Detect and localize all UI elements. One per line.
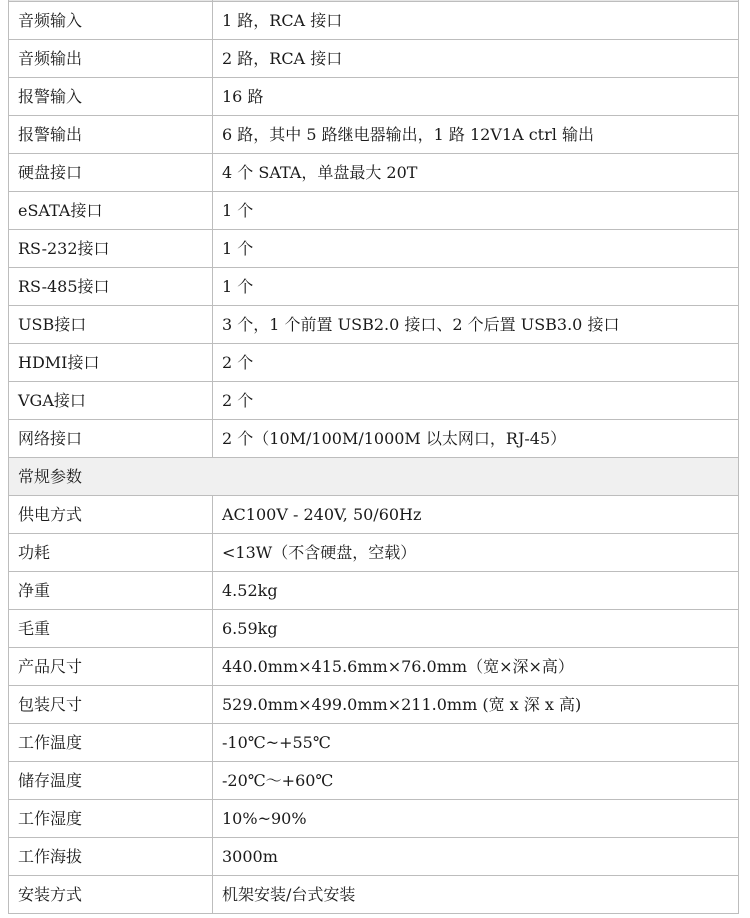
spec-label: 净重	[9, 572, 213, 610]
spec-value: 6 路，其中 5 路继电器输出，1 路 12V1A ctrl 输出	[213, 116, 739, 154]
spec-value: 机架安装/台式安装	[213, 876, 739, 914]
spec-value: -20℃～+60℃	[213, 762, 739, 800]
table-row	[9, 192, 739, 230]
spec-label: 功耗	[9, 534, 213, 572]
spec-label: HDMI接口	[9, 344, 213, 382]
table-row	[9, 534, 739, 572]
spec-label: RS-232接口	[9, 230, 213, 268]
spec-label: 报警输入	[9, 78, 213, 116]
spec-value: AC100V - 240V, 50/60Hz	[213, 496, 739, 534]
spec-label: 报警输出	[9, 116, 213, 154]
spec-label: 音频输入	[9, 2, 213, 40]
table-row	[9, 648, 739, 686]
table-row	[9, 610, 739, 648]
section-title: 常规参数	[9, 458, 739, 496]
table-row	[9, 876, 739, 914]
spec-value: 10%~90%	[213, 800, 739, 838]
table-row	[9, 686, 739, 724]
spec-value: 2 个	[213, 344, 739, 382]
table-row	[9, 116, 739, 154]
table-row	[9, 154, 739, 192]
spec-value: 3000m	[213, 838, 739, 876]
table-row	[9, 382, 739, 420]
spec-label: 工作湿度	[9, 800, 213, 838]
spec-label: USB接口	[9, 306, 213, 344]
spec-table	[8, 0, 739, 914]
spec-value: 2 路，RCA 接口	[213, 40, 739, 78]
spec-label: 毛重	[9, 610, 213, 648]
spec-value: 1 个	[213, 230, 739, 268]
spec-value: 440.0mm×415.6mm×76.0mm（宽×深×高）	[213, 648, 739, 686]
spec-label: 网络接口	[9, 420, 213, 458]
spec-value: 1 个	[213, 192, 739, 230]
spec-label: 音频输出	[9, 40, 213, 78]
table-row	[9, 344, 739, 382]
spec-label: 硬盘接口	[9, 154, 213, 192]
spec-value: 529.0mm×499.0mm×211.0mm (宽 x 深 x 高)	[213, 686, 739, 724]
spec-label: 产品尺寸	[9, 648, 213, 686]
spec-label: 工作海拔	[9, 838, 213, 876]
table-row	[9, 572, 739, 610]
table-row	[9, 762, 739, 800]
spec-label: eSATA接口	[9, 192, 213, 230]
table-row	[9, 230, 739, 268]
spec-label: 工作温度	[9, 724, 213, 762]
spec-label: 包装尺寸	[9, 686, 213, 724]
table-row	[9, 724, 739, 762]
spec-label: 供电方式	[9, 496, 213, 534]
spec-value: 2 个（10M/100M/1000M 以太网口，RJ-45）	[213, 420, 739, 458]
spec-value: 6.59kg	[213, 610, 739, 648]
table-row	[9, 2, 739, 40]
spec-value: 3 个，1 个前置 USB2.0 接口、2 个后置 USB3.0 接口	[213, 306, 739, 344]
section-header-general	[9, 458, 739, 496]
spec-value: 1 路，RCA 接口	[213, 2, 739, 40]
spec-value: 4.52kg	[213, 572, 739, 610]
spec-label: VGA接口	[9, 382, 213, 420]
spec-label: 储存温度	[9, 762, 213, 800]
table-row	[9, 800, 739, 838]
spec-value: <13W（不含硬盘，空载）	[213, 534, 739, 572]
spec-label: RS-485接口	[9, 268, 213, 306]
spec-value: -10℃~+55℃	[213, 724, 739, 762]
table-row	[9, 306, 739, 344]
table-row	[9, 838, 739, 876]
spec-value: 1 个	[213, 268, 739, 306]
spec-value: 2 个	[213, 382, 739, 420]
table-row	[9, 496, 739, 534]
table-row	[9, 40, 739, 78]
spec-value: 16 路	[213, 78, 739, 116]
table-row	[9, 420, 739, 458]
spec-label: 安装方式	[9, 876, 213, 914]
table-row	[9, 268, 739, 306]
table-row	[9, 78, 739, 116]
spec-value: 4 个 SATA，单盘最大 20T	[213, 154, 739, 192]
